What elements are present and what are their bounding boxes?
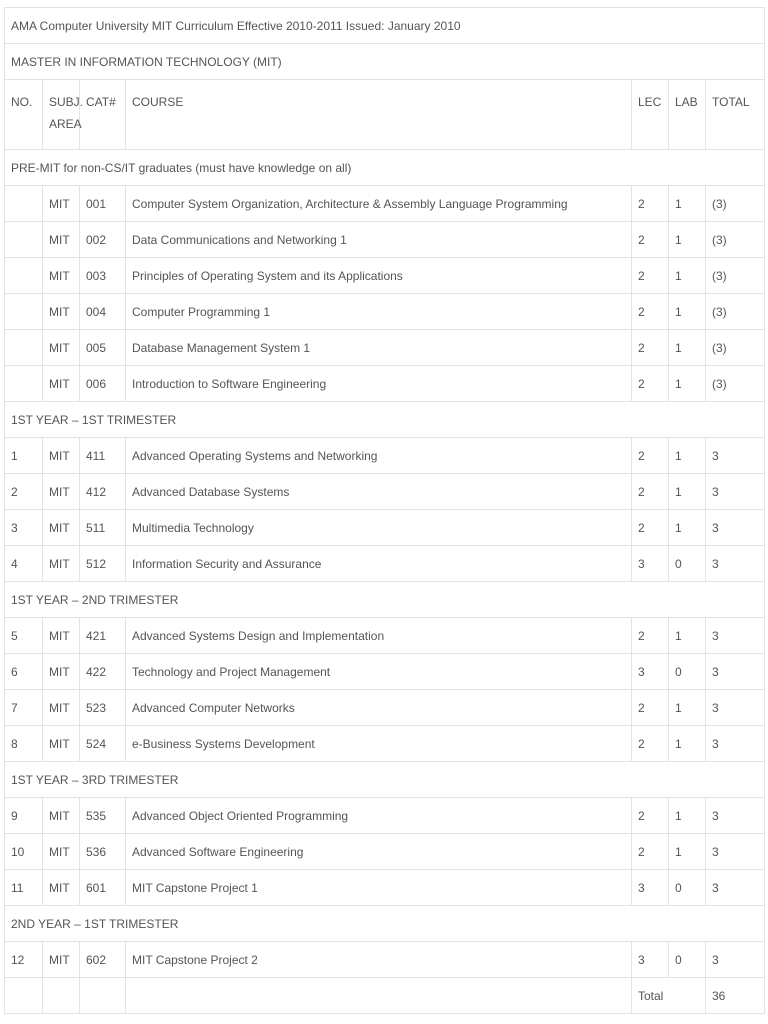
cell-subj-area: MIT xyxy=(43,798,80,834)
cell-lec: 2 xyxy=(632,834,669,870)
cell-lab: 1 xyxy=(669,798,706,834)
cell-lec: 3 xyxy=(632,942,669,978)
column-header-row xyxy=(5,80,765,150)
cell-cat: 004 xyxy=(80,294,126,330)
cell-lab: 1 xyxy=(669,474,706,510)
empty-cell xyxy=(126,978,632,1014)
section-title: 1ST YEAR – 3RD TRIMESTER xyxy=(5,762,765,798)
table-row xyxy=(5,726,765,762)
cell-course: Advanced Computer Networks xyxy=(126,690,632,726)
curriculum-table-body xyxy=(5,8,765,1014)
cell-course: MIT Capstone Project 1 xyxy=(126,870,632,906)
cell-no xyxy=(5,222,43,258)
subtitle-row xyxy=(5,44,765,80)
cell-no: 2 xyxy=(5,474,43,510)
cell-subj-area: MIT xyxy=(43,222,80,258)
cell-lab: 1 xyxy=(669,222,706,258)
cell-subj-area: MIT xyxy=(43,870,80,906)
cell-lec: 2 xyxy=(632,690,669,726)
cell-total: 3 xyxy=(706,438,765,474)
section-title: 1ST YEAR – 2ND TRIMESTER xyxy=(5,582,765,618)
table-row xyxy=(5,546,765,582)
section-title: PRE-MIT for non-CS/IT graduates (must have knowledge on all) xyxy=(5,150,765,186)
cell-total: 3 xyxy=(706,726,765,762)
table-row xyxy=(5,870,765,906)
cell-no: 8 xyxy=(5,726,43,762)
cell-subj-area: MIT xyxy=(43,474,80,510)
cell-cat: 512 xyxy=(80,546,126,582)
header-course: COURSE xyxy=(126,80,632,150)
header-total: TOTAL xyxy=(706,80,765,150)
cell-subj-area: MIT xyxy=(43,438,80,474)
cell-course: Multimedia Technology xyxy=(126,510,632,546)
cell-cat: 003 xyxy=(80,258,126,294)
document-title: AMA Computer University MIT Curriculum Effective 2010-2011 Issued: January 2010 xyxy=(5,8,765,44)
cell-subj-area: MIT xyxy=(43,258,80,294)
cell-subj-area: MIT xyxy=(43,186,80,222)
cell-total: 3 xyxy=(706,834,765,870)
title-row xyxy=(5,8,765,44)
cell-lec: 2 xyxy=(632,366,669,402)
cell-total: (3) xyxy=(706,366,765,402)
cell-lec: 2 xyxy=(632,618,669,654)
cell-total: 3 xyxy=(706,942,765,978)
cell-lab: 1 xyxy=(669,366,706,402)
cell-cat: 412 xyxy=(80,474,126,510)
cell-course: Advanced Database Systems xyxy=(126,474,632,510)
section-header-row xyxy=(5,582,765,618)
cell-total: 3 xyxy=(706,870,765,906)
table-row xyxy=(5,654,765,690)
cell-subj-area: MIT xyxy=(43,726,80,762)
cell-course: Technology and Project Management xyxy=(126,654,632,690)
cell-cat: 411 xyxy=(80,438,126,474)
curriculum-table xyxy=(4,7,765,1014)
cell-subj-area: MIT xyxy=(43,366,80,402)
cell-lab: 0 xyxy=(669,942,706,978)
cell-lec: 2 xyxy=(632,510,669,546)
cell-lec: 2 xyxy=(632,294,669,330)
cell-total: 3 xyxy=(706,654,765,690)
cell-total: (3) xyxy=(706,330,765,366)
cell-course: Computer Programming 1 xyxy=(126,294,632,330)
cell-subj-area: MIT xyxy=(43,546,80,582)
cell-lab: 1 xyxy=(669,186,706,222)
cell-subj-area: MIT xyxy=(43,618,80,654)
cell-course: e-Business Systems Development xyxy=(126,726,632,762)
cell-course: Database Management System 1 xyxy=(126,330,632,366)
cell-total: 3 xyxy=(706,798,765,834)
empty-cell xyxy=(43,978,80,1014)
cell-course: Advanced Object Oriented Programming xyxy=(126,798,632,834)
cell-total: (3) xyxy=(706,222,765,258)
cell-lec: 2 xyxy=(632,186,669,222)
cell-lab: 1 xyxy=(669,834,706,870)
section-header-row xyxy=(5,906,765,942)
table-row xyxy=(5,294,765,330)
cell-lec: 2 xyxy=(632,258,669,294)
cell-course: Advanced Operating Systems and Networking xyxy=(126,438,632,474)
cell-cat: 005 xyxy=(80,330,126,366)
table-row xyxy=(5,942,765,978)
cell-no: 11 xyxy=(5,870,43,906)
cell-course: Advanced Systems Design and Implementation xyxy=(126,618,632,654)
cell-no: 7 xyxy=(5,690,43,726)
total-value: 36 xyxy=(706,978,765,1014)
cell-cat: 421 xyxy=(80,618,126,654)
cell-lab: 1 xyxy=(669,690,706,726)
empty-cell xyxy=(80,978,126,1014)
cell-course: Computer System Organization, Architecture & Assembly Language Programming xyxy=(126,186,632,222)
total-label: Total xyxy=(632,978,706,1014)
cell-lec: 2 xyxy=(632,330,669,366)
table-row xyxy=(5,258,765,294)
cell-subj-area: MIT xyxy=(43,942,80,978)
cell-lab: 1 xyxy=(669,618,706,654)
table-row xyxy=(5,330,765,366)
section-title: 1ST YEAR – 1ST TRIMESTER xyxy=(5,402,765,438)
cell-no xyxy=(5,186,43,222)
cell-no xyxy=(5,294,43,330)
cell-cat: 523 xyxy=(80,690,126,726)
cell-subj-area: MIT xyxy=(43,510,80,546)
section-header-row xyxy=(5,762,765,798)
cell-no xyxy=(5,258,43,294)
cell-lab: 1 xyxy=(669,726,706,762)
cell-course: Introduction to Software Engineering xyxy=(126,366,632,402)
total-row xyxy=(5,978,765,1014)
cell-no: 9 xyxy=(5,798,43,834)
cell-lab: 0 xyxy=(669,870,706,906)
header-lab: LAB xyxy=(669,80,706,150)
cell-cat: 001 xyxy=(80,186,126,222)
section-header-row xyxy=(5,402,765,438)
cell-subj-area: MIT xyxy=(43,834,80,870)
cell-total: 3 xyxy=(706,510,765,546)
section-title: 2ND YEAR – 1ST TRIMESTER xyxy=(5,906,765,942)
cell-lab: 1 xyxy=(669,294,706,330)
cell-lec: 3 xyxy=(632,546,669,582)
cell-no: 6 xyxy=(5,654,43,690)
cell-lec: 2 xyxy=(632,726,669,762)
cell-lec: 3 xyxy=(632,870,669,906)
cell-lab: 0 xyxy=(669,546,706,582)
table-row xyxy=(5,834,765,870)
cell-cat: 535 xyxy=(80,798,126,834)
cell-subj-area: MIT xyxy=(43,654,80,690)
table-row xyxy=(5,510,765,546)
cell-cat: 006 xyxy=(80,366,126,402)
table-row xyxy=(5,186,765,222)
section-header-row xyxy=(5,150,765,186)
cell-subj-area: MIT xyxy=(43,330,80,366)
cell-course: Data Communications and Networking 1 xyxy=(126,222,632,258)
cell-cat: 536 xyxy=(80,834,126,870)
cell-no: 3 xyxy=(5,510,43,546)
cell-total: 3 xyxy=(706,546,765,582)
cell-total: 3 xyxy=(706,474,765,510)
cell-no: 4 xyxy=(5,546,43,582)
empty-cell xyxy=(5,978,43,1014)
cell-course: Information Security and Assurance xyxy=(126,546,632,582)
table-row xyxy=(5,618,765,654)
cell-no: 1 xyxy=(5,438,43,474)
cell-course: Principles of Operating System and its Applications xyxy=(126,258,632,294)
cell-no: 5 xyxy=(5,618,43,654)
table-row xyxy=(5,690,765,726)
cell-lec: 2 xyxy=(632,474,669,510)
cell-course: Advanced Software Engineering xyxy=(126,834,632,870)
curriculum-document xyxy=(4,7,764,1014)
cell-lec: 3 xyxy=(632,654,669,690)
cell-total: (3) xyxy=(706,294,765,330)
cell-cat: 602 xyxy=(80,942,126,978)
cell-lec: 2 xyxy=(632,222,669,258)
cell-subj-area: MIT xyxy=(43,690,80,726)
cell-total: (3) xyxy=(706,186,765,222)
cell-total: (3) xyxy=(706,258,765,294)
cell-cat: 422 xyxy=(80,654,126,690)
cell-lab: 0 xyxy=(669,654,706,690)
cell-lab: 1 xyxy=(669,438,706,474)
cell-cat: 002 xyxy=(80,222,126,258)
cell-cat: 524 xyxy=(80,726,126,762)
table-row xyxy=(5,798,765,834)
cell-total: 3 xyxy=(706,618,765,654)
cell-lab: 1 xyxy=(669,510,706,546)
header-subj-area: SUBJ. AREA xyxy=(43,80,80,150)
program-title: MASTER IN INFORMATION TECHNOLOGY (MIT) xyxy=(5,44,765,80)
cell-no xyxy=(5,366,43,402)
cell-total: 3 xyxy=(706,690,765,726)
table-row xyxy=(5,474,765,510)
cell-cat: 511 xyxy=(80,510,126,546)
header-lec: LEC xyxy=(632,80,669,150)
cell-no: 12 xyxy=(5,942,43,978)
cell-subj-area: MIT xyxy=(43,294,80,330)
table-row xyxy=(5,222,765,258)
header-cat: CAT# xyxy=(80,80,126,150)
cell-no: 10 xyxy=(5,834,43,870)
table-row xyxy=(5,366,765,402)
cell-no xyxy=(5,330,43,366)
cell-cat: 601 xyxy=(80,870,126,906)
cell-lec: 2 xyxy=(632,438,669,474)
cell-lec: 2 xyxy=(632,798,669,834)
table-row xyxy=(5,438,765,474)
cell-course: MIT Capstone Project 2 xyxy=(126,942,632,978)
cell-lab: 1 xyxy=(669,258,706,294)
header-no: NO. xyxy=(5,80,43,150)
cell-lab: 1 xyxy=(669,330,706,366)
